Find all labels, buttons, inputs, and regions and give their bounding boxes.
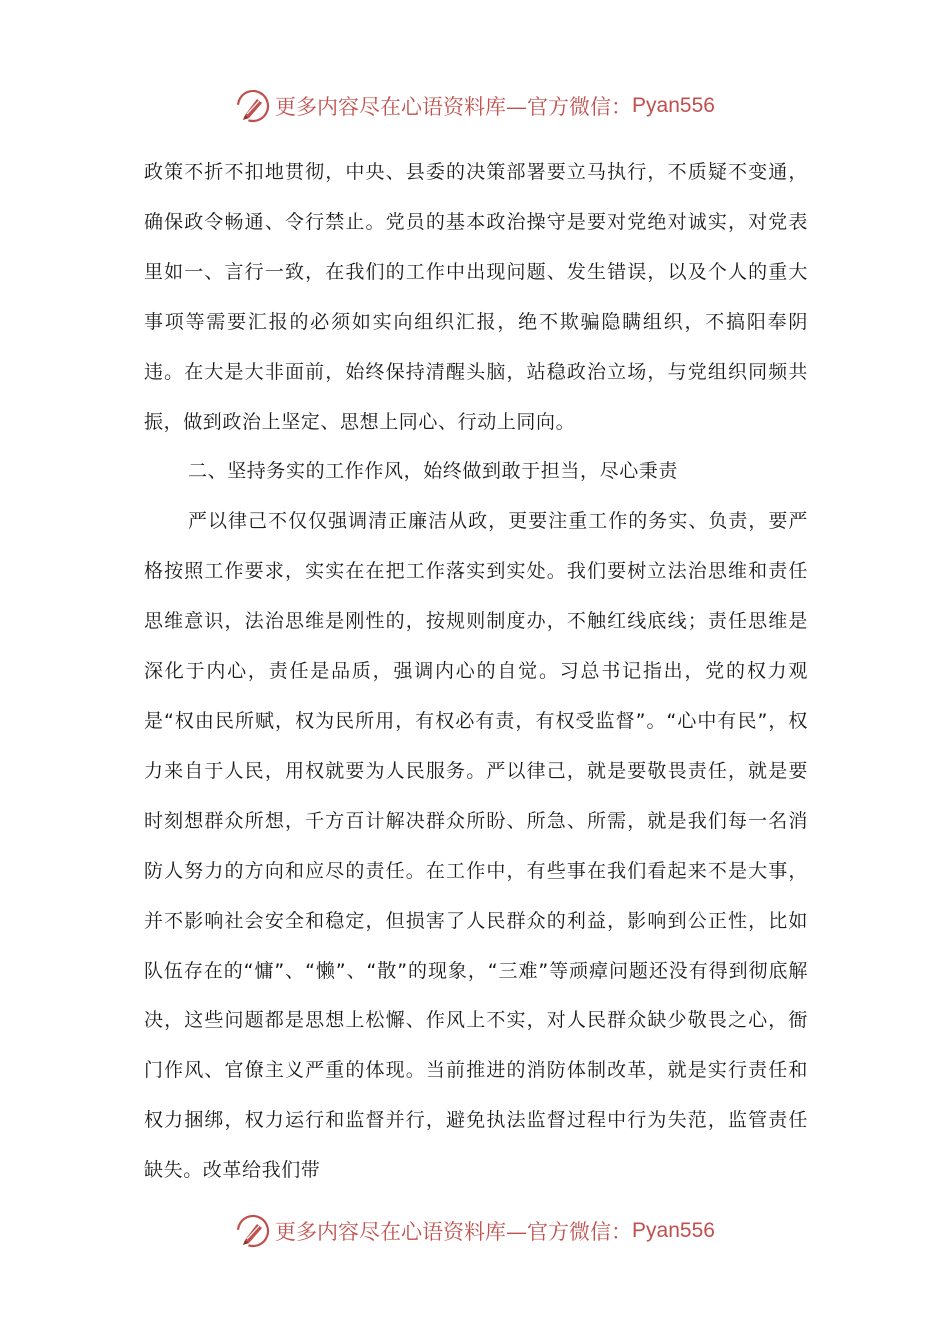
document-body — [144, 148, 808, 1196]
paragraph: 政策不折不扣地贯彻，中央、县委的决策部署要立马执行，不质疑不变通，确保政令畅通、令行禁止。党员的基本政治操守是要对党绝对诚实，对党表里如一、言行一致，在我们的工作中出现问题、发生错误，以及个人的重大事项等需要汇报的必须如实向组织汇报，绝不欺骗隐瞒组织，不搞阳奉阴违。在大是大非面前，始终保持清醒头脑，站稳政治立场，与党组织同频共振，做到政治上坚定、思想上同心、行动上同向。 — [144, 161, 808, 433]
wechat-id: Pyan556 — [632, 94, 715, 117]
paragraph: 严以律己不仅仅强调清正廉洁从政，更要注重工作的务实、负责，要严格按照工作要求，实实在在把工作落实到实处。我们要树立法治思维和责任思维意识，法治思维是刚性的，按规则制度办，不触红线底线；责任思维是深化于内心，责任是品质，强调内心的自觉。习总书记指出，党的权力观是“权由民所赋，权为民所用，有权必有责，有权受监督”。“心中有民”，权力来自于人民，用权就要为人民服务。严以律己，就是要敬畏责任，就是要时刻想群众所想，千方百计解决群众所盼、所急、所需，就是我们每一名消防人努力的方向和应尽的责任。在工作中，有些事在我们看起来不是大事，并不影响社会安全和稳定，但损害了人民群众的利益，影响到公正性，比如队伍存在的“慵”、“懒”、“散”的现象，“三难”等顽瘴问题还没有得到彻底解决，这些问题都是思想上松懈、作风上不实，对人民群众缺少敬畏之心，衙门作风、官僚主义严重的体现。当前推进的消防体制改革，就是实行责任和权力捆绑，权力运行和监督并行，避免执法监督过程中行为失范，监管责任缺失。改革给我们带 — [144, 510, 808, 1182]
section-heading: 二、坚持务实的工作作风，始终做到敢于担当，尽心秉责 — [188, 460, 679, 483]
banner-text: 更多内容尽在心语资料库—官方微信： — [275, 95, 633, 119]
banner-text: 更多内容尽在心语资料库—官方微信： — [275, 1220, 633, 1244]
header-banner — [0, 86, 950, 126]
pen-nib-icon — [235, 88, 271, 124]
wechat-id: Pyan556 — [632, 1219, 715, 1242]
pen-nib-icon — [235, 1213, 271, 1249]
footer-banner — [0, 1211, 950, 1251]
